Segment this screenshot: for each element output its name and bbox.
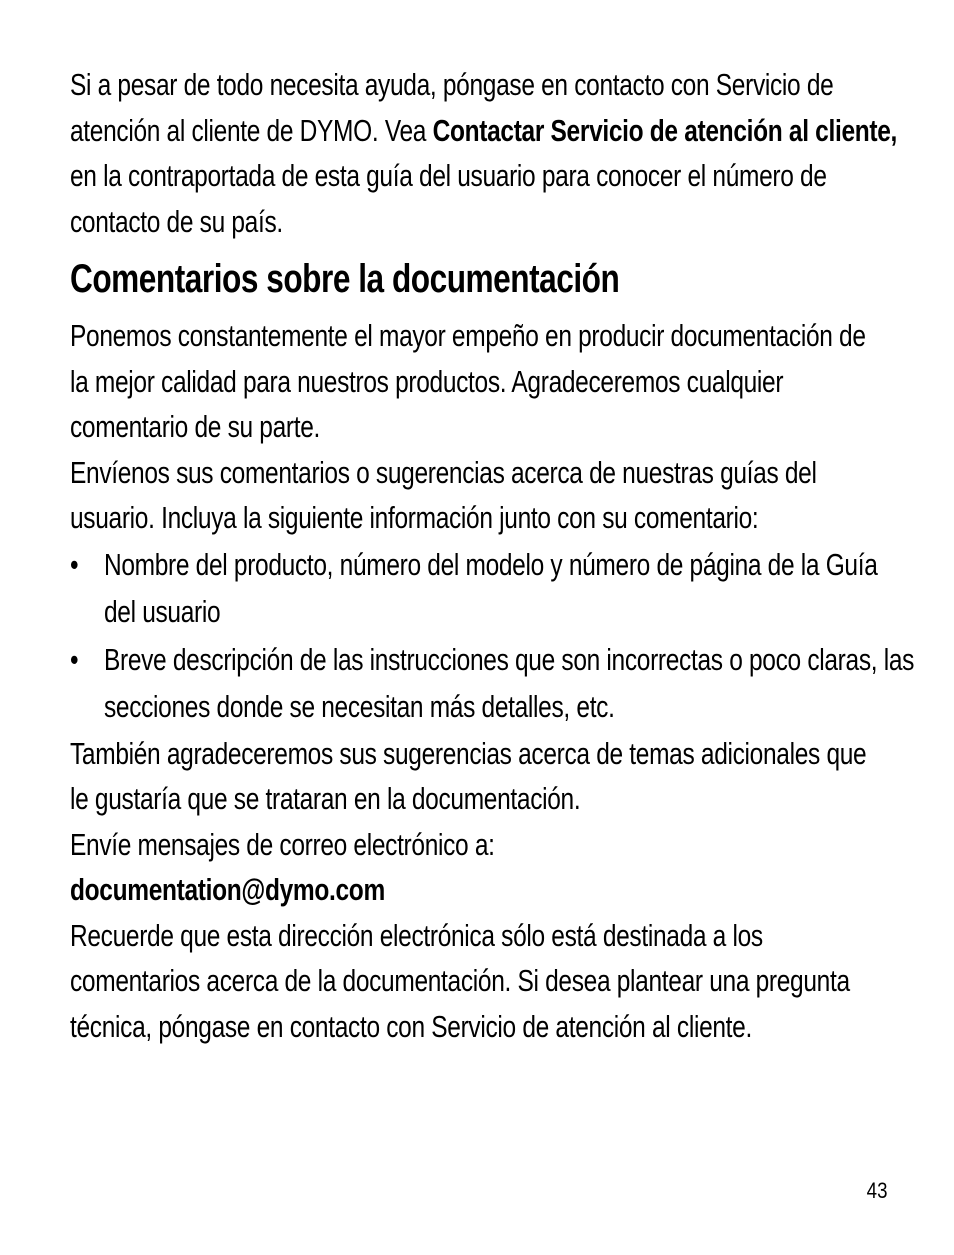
bullet-icon: • [70, 546, 79, 582]
document-page [70, 62, 915, 1049]
section-paragraph-4: Envíe mensajes de correo electrónico a: [70, 826, 495, 862]
intro-text-2: en la contraportada de esta guía del usuario para conocer el número de contacto de su país. [70, 158, 827, 239]
list-item-text: Nombre del producto, número del modelo y número de página de la Guía del usuario [103, 546, 878, 629]
document-body [70, 62, 915, 1049]
page-number: 43 [866, 1178, 887, 1203]
section-paragraph-3: También agradeceremos sus sugerencias acerca de temas adicionales que le gustaría que se trataran en la documentación. [70, 735, 867, 816]
feedback-email[interactable]: documentation@dymo.com [70, 872, 385, 907]
contact-service-reference: Contactar Servicio de atención al cliente, [432, 112, 898, 148]
section-paragraph-1: Ponemos constantemente el mayor empeño en producir documentación de la mejor calidad para nuestros productos. Agradeceremos cualquier comentario de su parte. [70, 318, 866, 444]
bullet-icon: • [70, 641, 79, 677]
info-bullet-list [70, 541, 915, 731]
list-item [70, 636, 941, 731]
list-item-text: Breve descripción de las instrucciones que son incorrectas o poco claras, las secciones donde se necesitan más detalles, etc. [103, 641, 915, 724]
list-item [70, 541, 894, 636]
intro-text-1: Si a pesar de todo necesita ayuda, póngase en contacto con Servicio de atención al cliente de DYMO. Vea [70, 67, 834, 148]
section-paragraph-5: Recuerde que esta dirección electrónica sólo está destinada a los comentarios acerca de la documentación. Si desea plantear una pregunta técnica, póngase en contacto con Servicio de atención al cliente. [70, 917, 850, 1044]
section-paragraph-2: Envíenos sus comentarios o sugerencias acerca de nuestras guías del usuario. Incluya la siguiente información junto con su comentario: [70, 454, 817, 535]
section-heading: Comentarios sobre la documentación [70, 257, 620, 301]
intro-paragraph [70, 62, 907, 244]
